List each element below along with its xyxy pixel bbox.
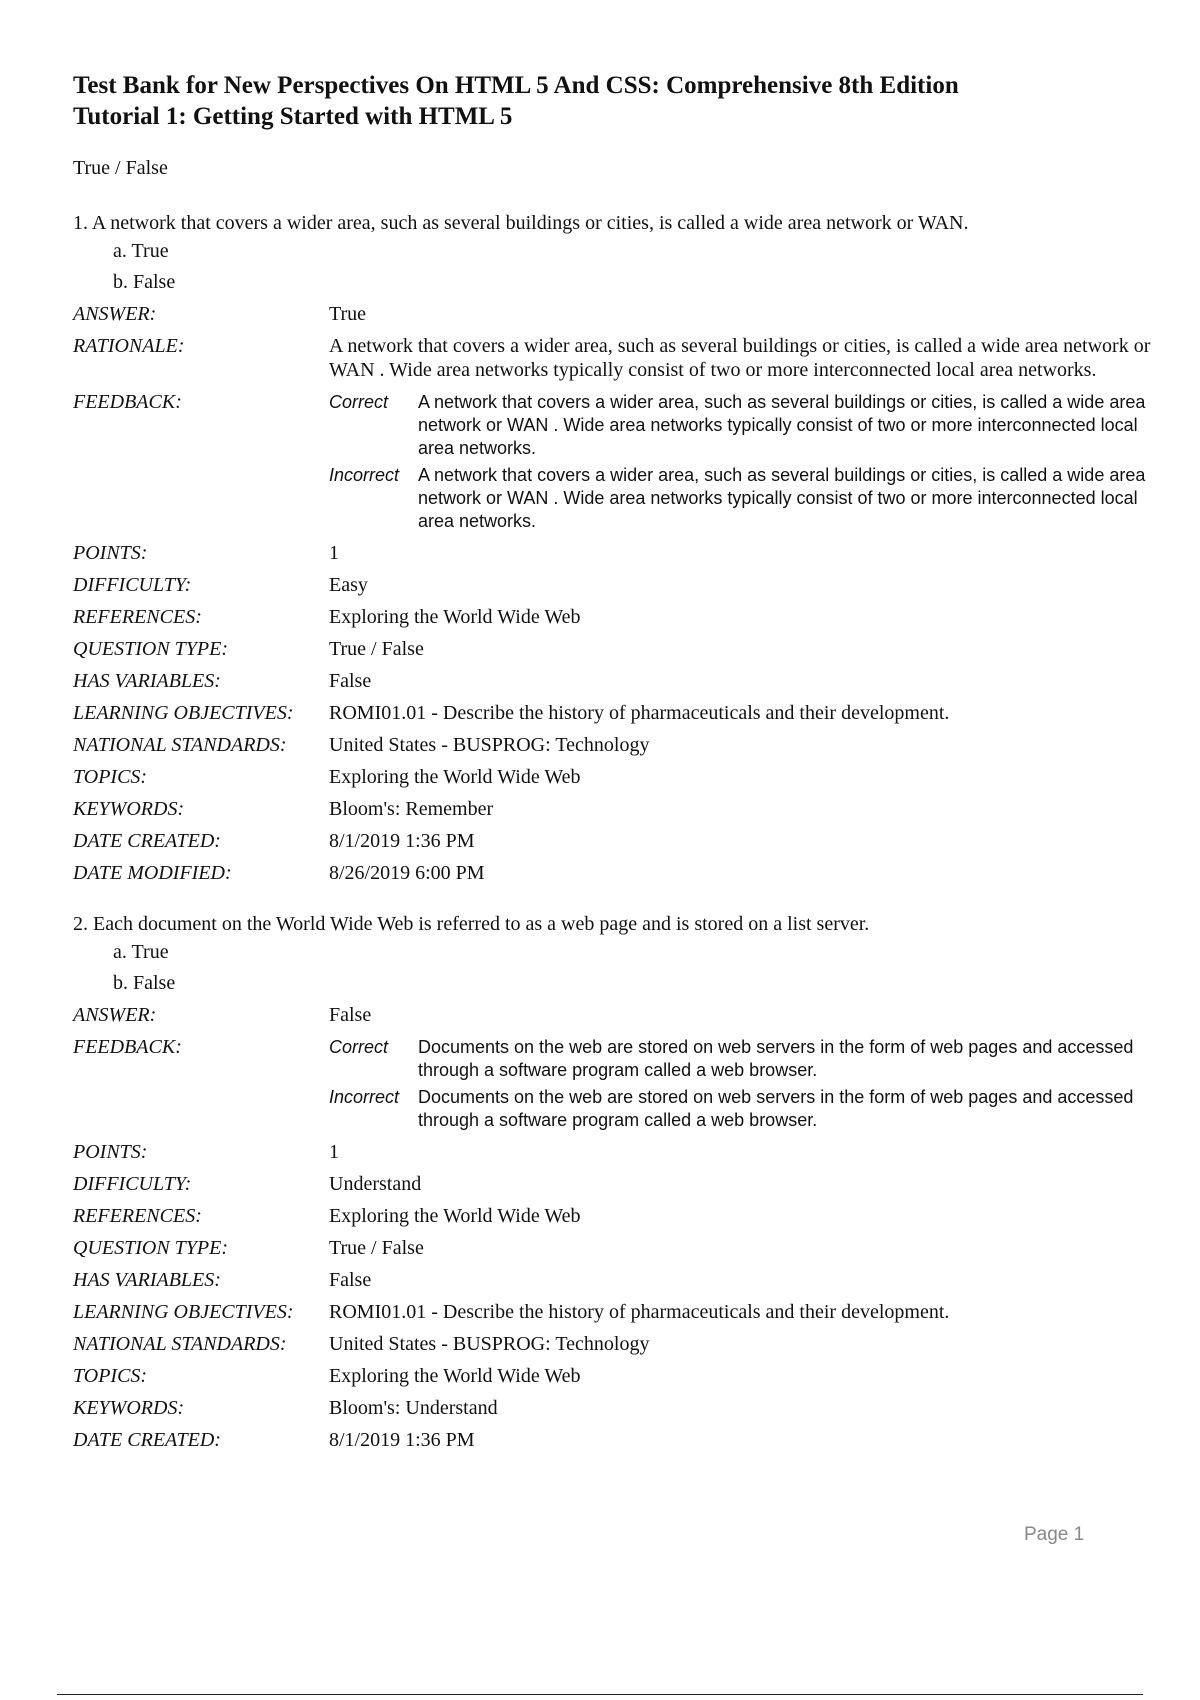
meta-row xyxy=(73,1360,1163,1392)
feedback-incorrect xyxy=(329,464,1163,533)
meta-value: United States - BUSPROG: Technology xyxy=(329,1333,650,1355)
title-line-1: Test Bank for New Perspectives On HTML 5 And CSS: Comprehensive 8th Edition xyxy=(73,72,959,99)
meta-value: Exploring the World Wide Web xyxy=(329,766,581,788)
meta-key: LEARNING OBJECTIVES: xyxy=(73,1301,294,1323)
answer-options xyxy=(73,236,1163,298)
rationale-label: RATIONALE: xyxy=(73,335,185,357)
meta-value: False xyxy=(329,670,372,692)
meta-row xyxy=(73,1264,1163,1296)
section-label: True / False xyxy=(73,157,168,179)
meta-row xyxy=(73,601,1163,633)
title-line-2: Tutorial 1: Getting Started with HTML 5 xyxy=(73,103,513,130)
meta-value: 8/1/2019 1:36 PM xyxy=(329,830,475,852)
meta-key: DATE CREATED: xyxy=(73,1429,221,1451)
bottom-divider xyxy=(57,1694,1143,1695)
feedback-incorrect-text: A network that covers a wider area, such as several buildings or cities, is called a wide area network or WAN . Wide area networks typically consist of two or more interconnected local area networks. xyxy=(418,465,1146,531)
meta-row xyxy=(73,761,1163,793)
meta-key: KEYWORDS: xyxy=(73,798,185,820)
meta-value: True / False xyxy=(329,1237,424,1259)
meta-row xyxy=(73,1328,1163,1360)
meta-row xyxy=(73,1296,1163,1328)
meta-key: NATIONAL STANDARDS: xyxy=(73,1333,287,1355)
feedback-label: FEEDBACK: xyxy=(73,391,182,413)
meta-row xyxy=(73,537,1163,569)
meta-row xyxy=(73,665,1163,697)
page-number: Page 1 xyxy=(1024,1524,1085,1545)
meta-value: ROMI01.01 - Describe the history of pharmaceuticals and their development. xyxy=(329,702,950,724)
meta-row xyxy=(73,1136,1163,1168)
meta-key: QUESTION TYPE: xyxy=(73,638,229,660)
meta-value: Exploring the World Wide Web xyxy=(329,606,581,628)
feedback-correct-label: Correct xyxy=(329,392,389,412)
meta-row xyxy=(73,1168,1163,1200)
meta-value: Exploring the World Wide Web xyxy=(329,1205,581,1227)
option-a: a. True xyxy=(113,941,169,963)
meta-row xyxy=(73,857,1163,889)
feedback-label: FEEDBACK: xyxy=(73,1036,182,1058)
meta-key: DATE CREATED: xyxy=(73,830,221,852)
meta-value: 8/1/2019 1:36 PM xyxy=(329,1429,475,1451)
meta-row xyxy=(73,633,1163,665)
feedback-incorrect-label: Incorrect xyxy=(329,1087,400,1107)
option-a: a. True xyxy=(113,240,169,262)
document-title xyxy=(73,70,1163,132)
meta-row xyxy=(73,1232,1163,1264)
question-text: 2. Each document on the World Wide Web is referred to as a web page and is stored on a list server. xyxy=(73,913,870,935)
meta-value: True / False xyxy=(329,638,424,660)
meta-key: LEARNING OBJECTIVES: xyxy=(73,702,294,724)
meta-value: Easy xyxy=(329,574,368,596)
meta-value: Bloom's: Remember xyxy=(329,798,494,820)
feedback-incorrect-text: Documents on the web are stored on web servers in the form of web pages and accessed through a software program called a web browser. xyxy=(418,1087,1134,1130)
feedback-correct-label: Correct xyxy=(329,1037,389,1057)
feedback-incorrect-label: Incorrect xyxy=(329,465,400,485)
answer-label: ANSWER: xyxy=(73,303,157,325)
answer-value: False xyxy=(329,1004,372,1026)
meta-key: REFERENCES: xyxy=(73,1205,202,1227)
meta-row xyxy=(73,569,1163,601)
meta-row xyxy=(73,729,1163,761)
meta-row xyxy=(73,1392,1163,1424)
question-text: 1. A network that covers a wider area, such as several buildings or cities, is called a wide area network or WAN. xyxy=(73,212,969,234)
document-page xyxy=(73,70,1163,1456)
meta-key: HAS VARIABLES: xyxy=(73,670,221,692)
answer-options xyxy=(73,937,1163,999)
meta-value: United States - BUSPROG: Technology xyxy=(329,734,650,756)
answer-label: ANSWER: xyxy=(73,1004,157,1026)
answer-row xyxy=(73,298,1163,330)
meta-row xyxy=(73,697,1163,729)
meta-value: Exploring the World Wide Web xyxy=(329,1365,581,1387)
meta-key: QUESTION TYPE: xyxy=(73,1237,229,1259)
meta-key: TOPICS: xyxy=(73,766,148,788)
answer-row xyxy=(73,999,1163,1031)
feedback-row xyxy=(73,386,1163,537)
answer-value: True xyxy=(329,303,367,325)
meta-key: POINTS: xyxy=(73,1141,148,1163)
feedback-incorrect xyxy=(329,1086,1163,1132)
meta-value: 1 xyxy=(329,542,339,564)
rationale-value: A network that covers a wider area, such as several buildings or cities, is called a wide area network or WAN . Wide area networks typically consist of two or more interconnected local area networks. xyxy=(329,335,1151,381)
feedback-block xyxy=(329,1031,1163,1136)
meta-row xyxy=(73,1424,1163,1456)
meta-key: TOPICS: xyxy=(73,1365,148,1387)
metadata-list xyxy=(73,537,1163,889)
feedback-correct-text: Documents on the web are stored on web servers in the form of web pages and accessed through a software program called a web browser. xyxy=(418,1037,1134,1080)
feedback-row xyxy=(73,1031,1163,1136)
option-b: b. False xyxy=(113,972,176,994)
meta-value: False xyxy=(329,1269,372,1291)
meta-value: ROMI01.01 - Describe the history of pharmaceuticals and their development. xyxy=(329,1301,950,1323)
question-1 xyxy=(73,210,1163,889)
meta-key: DIFFICULTY: xyxy=(73,574,192,596)
meta-value: 8/26/2019 6:00 PM xyxy=(329,862,485,884)
feedback-correct-text: A network that covers a wider area, such as several buildings or cities, is called a wide area network or WAN . Wide area networks typically consist of two or more interconnected local area networks. xyxy=(418,392,1146,458)
meta-key: DATE MODIFIED: xyxy=(73,862,232,884)
feedback-correct xyxy=(329,1036,1163,1082)
meta-value: Understand xyxy=(329,1173,422,1195)
rationale-row xyxy=(73,330,1163,386)
meta-key: NATIONAL STANDARDS: xyxy=(73,734,287,756)
meta-key: KEYWORDS: xyxy=(73,1397,185,1419)
meta-key: DIFFICULTY: xyxy=(73,1173,192,1195)
meta-row xyxy=(73,793,1163,825)
metadata-list xyxy=(73,1136,1163,1456)
meta-row xyxy=(73,825,1163,857)
meta-key: REFERENCES: xyxy=(73,606,202,628)
meta-value: 1 xyxy=(329,1141,339,1163)
meta-key: POINTS: xyxy=(73,542,148,564)
meta-value: Bloom's: Understand xyxy=(329,1397,498,1419)
feedback-block xyxy=(329,386,1163,537)
option-b: b. False xyxy=(113,271,176,293)
meta-key: HAS VARIABLES: xyxy=(73,1269,221,1291)
feedback-correct xyxy=(329,391,1163,460)
question-2 xyxy=(73,911,1163,1456)
meta-row xyxy=(73,1200,1163,1232)
